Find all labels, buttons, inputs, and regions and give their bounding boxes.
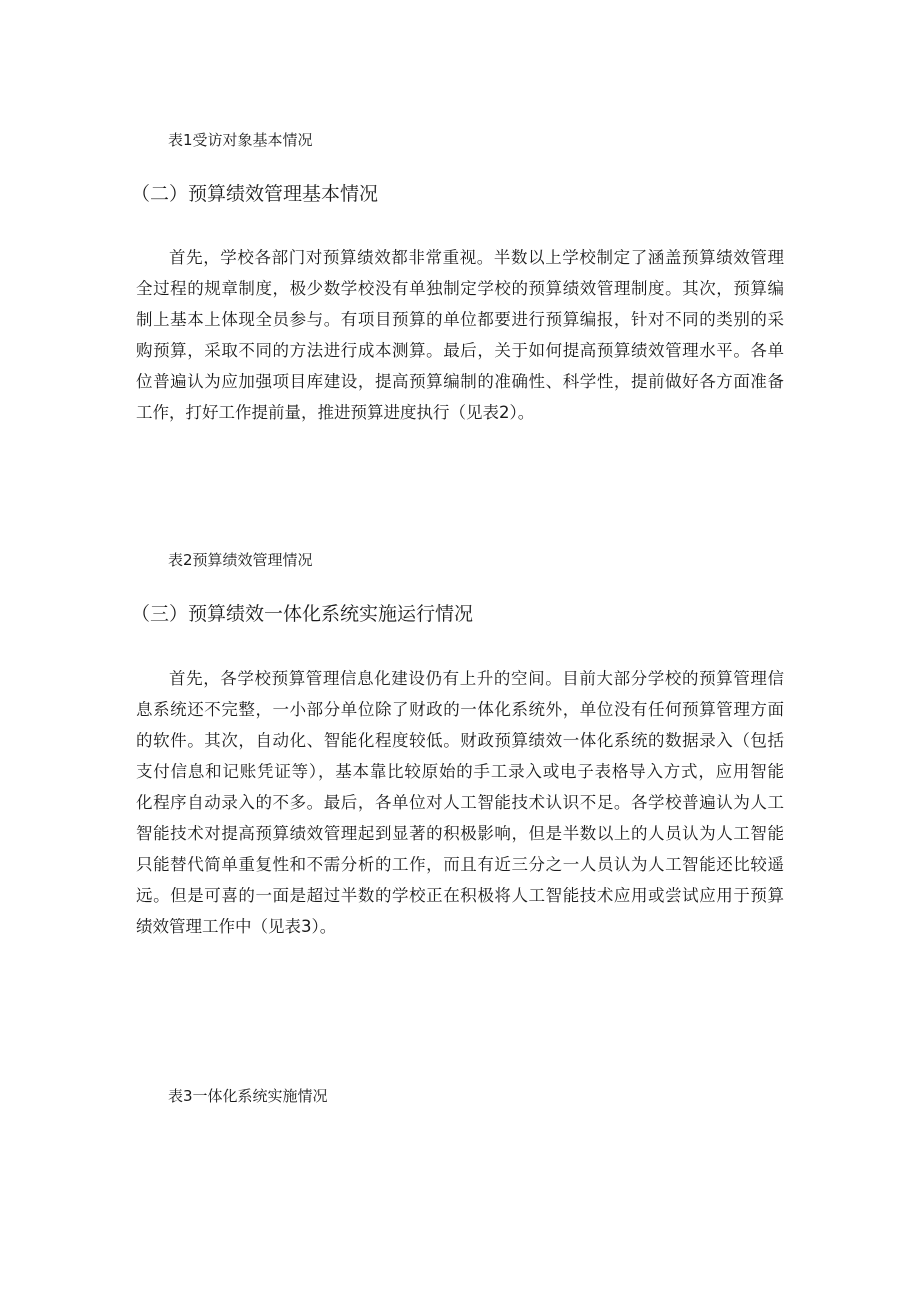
- paragraph-line: 位普遍认为应加强项目库建设，提高预算编制的准确性、科学性，提前做好各方面准备: [136, 372, 784, 391]
- paragraph-line: 工作，打好工作提前量，推进预算进度执行（见表2）。: [136, 403, 535, 422]
- paragraph-line: 息系统还不完整，一小部分单位除了财政的一体化系统外，单位没有任何预算管理方面: [136, 700, 784, 719]
- paragraph-line: 的软件。其次，自动化、智能化程度较低。财政预算绩效一体化系统的数据录入（包括: [136, 731, 784, 750]
- paragraph-line: 制上基本上体现全员参与。有项目预算的单位都要进行预算编报，针对不同的类别的采: [136, 310, 784, 329]
- paragraph-line: 化程序自动录入的不多。最后，各单位对人工智能技术认识不足。各学校普遍认为人工: [136, 793, 784, 812]
- paragraph-line: 绩效管理工作中（见表3）。: [136, 917, 337, 936]
- paragraph-line: 支付信息和记账凭证等），基本靠比较原始的手工录入或电子表格导入方式，应用智能: [136, 762, 784, 781]
- section-heading-2: （二）预算绩效管理基本情况: [131, 183, 379, 205]
- paragraph-line: 全过程的规章制度，极少数学校没有单独制定学校的预算绩效管理制度。其次，预算编: [136, 279, 784, 298]
- paragraph-integrated-system: [136, 663, 784, 942]
- table2-caption: 表2预算绩效管理情况: [168, 551, 313, 569]
- section-heading-3: （三）预算绩效一体化系统实施运行情况: [131, 603, 474, 625]
- paragraph-line: 首先，各学校预算管理信息化建设仍有上升的空间。目前大部分学校的预算管理信: [169, 669, 784, 688]
- paragraph-line: 首先，学校各部门对预算绩效都非常重视。半数以上学校制定了涵盖预算绩效管理: [169, 248, 784, 267]
- paragraph-line: 购预算，采取不同的方法进行成本测算。最后，关于如何提高预算绩效管理水平。各单: [136, 341, 784, 360]
- paragraph-budget-performance: [136, 242, 784, 428]
- paragraph-line: 远。但是可喜的一面是超过半数的学校正在积极将人工智能技术应用或尝试应用于预算: [136, 886, 784, 905]
- table1-caption: 表1受访对象基本情况: [168, 131, 313, 149]
- paragraph-line: 智能技术对提高预算绩效管理起到显著的积极影响，但是半数以上的人员认为人工智能: [136, 824, 784, 843]
- table3-caption: 表3一体化系统实施情况: [168, 1087, 328, 1105]
- paragraph-line: 只能替代简单重复性和不需分析的工作，而且有近三分之一人员认为人工智能还比较遥: [136, 855, 784, 874]
